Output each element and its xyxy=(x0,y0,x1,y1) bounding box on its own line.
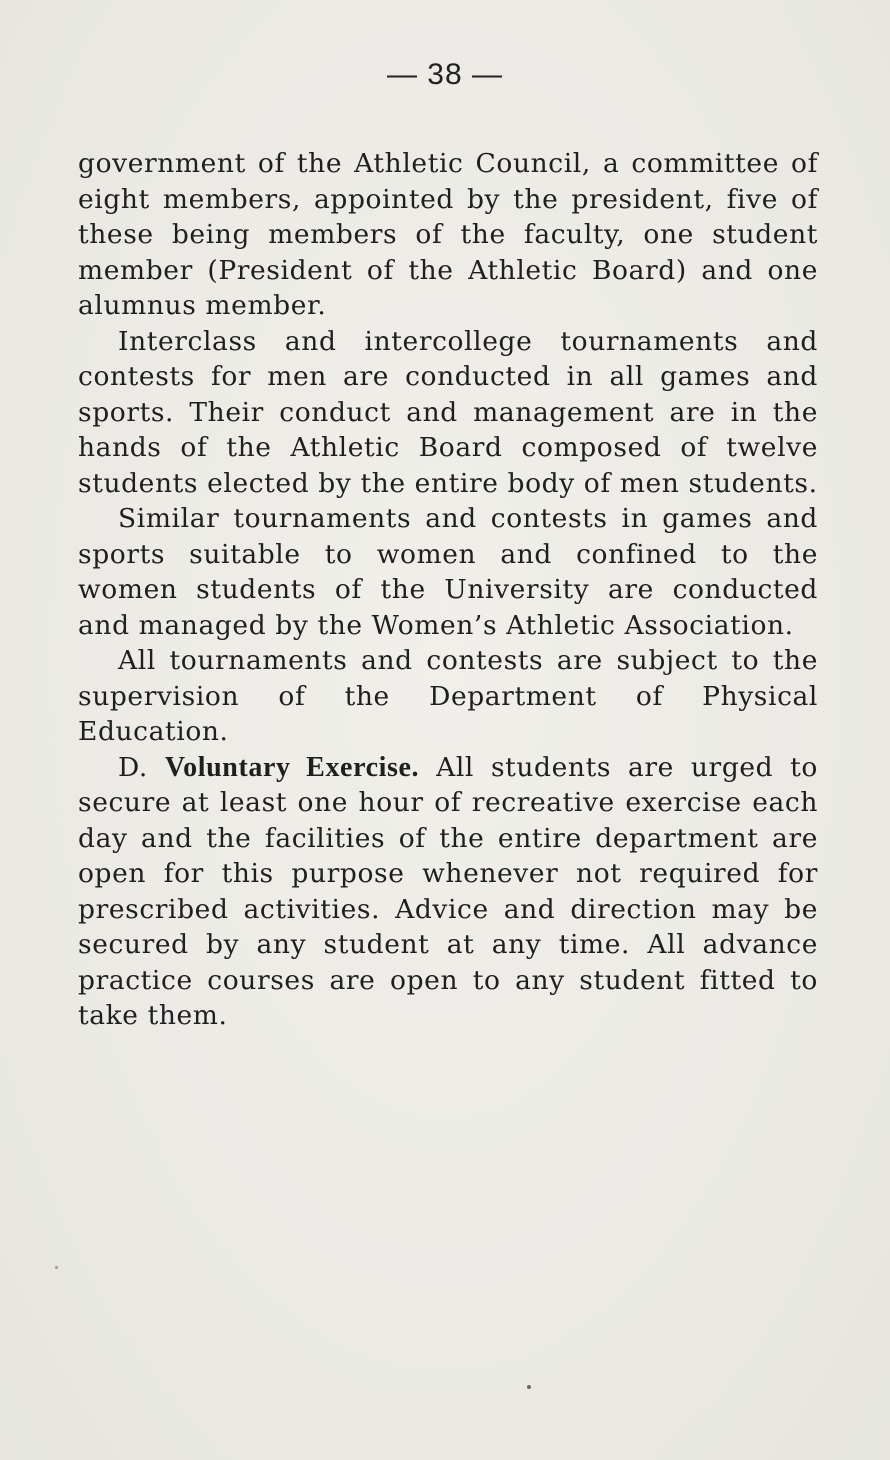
paragraph-supervision: All tournaments and contests are subject to the supervision of the Department of Physical Education. xyxy=(78,645,818,747)
paragraph-voluntary-exercise xyxy=(78,750,818,1034)
section-text: All students are urged to secure at least one hour of recreative exercise each day and the facilities of the entire department are open for this purpose whenever not required for prescribed activities. Advice and direction may be secured by any student at any time. All advance practice courses are open to any student fitted to take them. xyxy=(78,751,818,1031)
section-heading: Voluntary Exercise. xyxy=(164,751,420,783)
section-label: D. xyxy=(118,751,148,783)
paragraph-men-tournaments: Interclass and intercollege tournaments and contests for men are conducted in all games and sports. Their conduct and management are in the hands of the Athletic Board composed of twelve students elected by the entire body of men students. xyxy=(78,325,818,499)
paragraph-women-tournaments: Similar tournaments and contests in games and sports suitable to women and confined to the women students of the University are conducted and managed by the Women’s Athletic Association. xyxy=(78,503,818,641)
paper-speck xyxy=(55,1266,58,1269)
paragraph-athletic-council: government of the Athletic Council, a committee of eight members, appointed by the president, five of these being members of the faculty, one student member (President of the Athletic Board) and one alumnus member. xyxy=(78,148,818,321)
paper-speck xyxy=(527,1385,531,1389)
body-text xyxy=(78,146,818,1034)
page-number: — 38 — xyxy=(386,58,504,91)
